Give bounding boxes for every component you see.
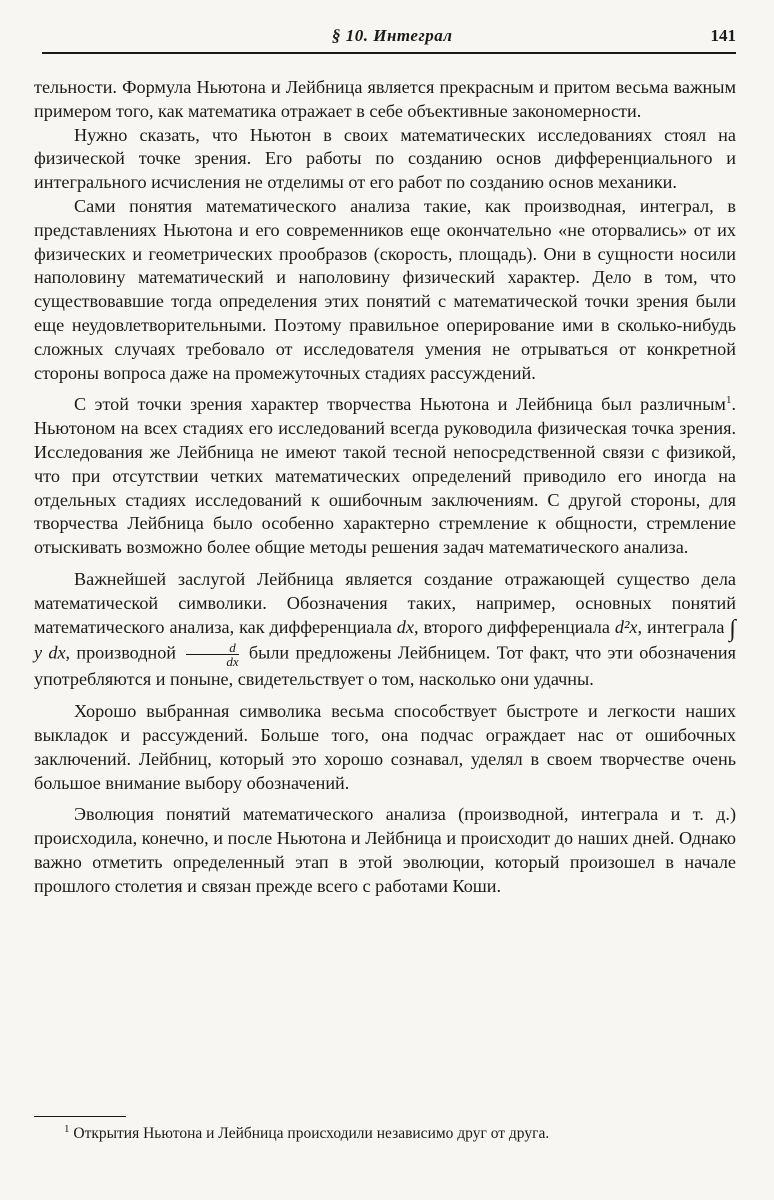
paragraph-4-text-b: . Ньютоном на всех стадиях его исследований всегда руководила физическая точка зрения. Исследования же Лейбница не имеют такой тесной непосредственной связи с физикой, что при отсутствии четких математических определений приводило его иногда на отдельных стадиях исследований к ошибочным заключениям. С другой стороны, для творчества Лейбница было особенно характерно стремление к общности, стремление отыскивать возможно более общие методы решения задач математического анализа.	[34, 394, 736, 558]
page-number: 141	[710, 26, 736, 45]
paragraph-5-text-e: были предложены Лейбницем. Тот факт, что эти обозначения употребляются и поныне, свидетельствует о том, насколько они удачны.	[34, 643, 736, 690]
paragraph-7: Эволюция понятий математического анализа (производной, интеграла и т. д.) происходила, конечно, и после Ньютона и Лейбница и происходит до наших дней. Однако важно отметить определенный этап в этой эволюции, который произошел в начале прошлого столетия и связан прежде всего с работами Коши.	[34, 804, 736, 896]
paragraph-4-text-a: С этой точки зрения характер творчества Ньютона и Лейбница был различным	[74, 394, 726, 415]
integral-sign: ∫	[729, 615, 736, 642]
section-title: § 10. Интеграл	[332, 26, 453, 45]
main-text	[34, 76, 736, 899]
footnote-divider	[34, 1116, 126, 1117]
footnote	[64, 1124, 724, 1144]
integrand: y dx	[34, 643, 66, 663]
paragraph-5-text-a: Важнейшей заслугой Лейбница является создание отражающей существо дела математической символики. Обозначения таких, например, основных понятий математического анализа, как дифференциала	[34, 568, 736, 637]
second-differential-symbol: d²x	[614, 616, 638, 637]
paragraph-5	[34, 568, 736, 692]
paragraph-1: тельности. Формула Ньютона и Лейбница является прекрасным и притом весьма важным примером того, как математика отражает в себе объективные закономерности.	[34, 77, 736, 121]
paragraph-5-text-c: , интеграла	[637, 616, 730, 637]
differential-symbol: dx	[396, 616, 414, 637]
derivative-fraction	[186, 641, 238, 668]
paragraph-5-text-b: , второго дифференциала	[413, 616, 615, 637]
paragraph-5-text-d: , производной	[65, 643, 183, 663]
footnote-mark: 1	[64, 1122, 70, 1135]
fraction-denominator: dx	[226, 654, 239, 670]
running-header	[42, 24, 736, 54]
footnote-reference: 1	[725, 394, 732, 407]
fraction-numerator: d	[186, 641, 238, 655]
paragraph-2: Нужно сказать, что Ньютон в своих математических исследованиях стоял на физической точке зрения. Его работы по созданию основ дифференциального и интегрального исчисления не отделимы от его работ по созданию основ механики.	[34, 124, 736, 193]
paragraph-6: Хорошо выбранная символика весьма способствует быстроте и легкости наших выкладок и рассуждений. Больше того, она подчас ограждает нас от ошибочных заключений. Лейбниц, который это хорошо сознавал, уделял в своем творчестве очень большое внимание выбору обозначений.	[34, 701, 736, 793]
paragraph-4	[34, 393, 736, 560]
footnote-text: Открытия Ньютона и Лейбница происходили независимо друг от друга.	[69, 1125, 550, 1142]
paragraph-3: Сами понятия математического анализа такие, как производная, интеграл, в представлениях Ньютона и его современников еще окончательно «не оторвались» от их физических и геометрических прообразов (скорость, площадь). Они в сущности носили наполовину математический и наполовину физический характер. Дело в том, что существовавшие тогда определения этих понятий с математической точки зрения были еще неудовлетворительными. Поэтому правильное оперирование ими в сколько-нибудь сложных случаях требовало от исследователя умения не отрываться от конкретной стороны вопроса даже на промежуточных стадиях рассуждений.	[34, 195, 736, 383]
